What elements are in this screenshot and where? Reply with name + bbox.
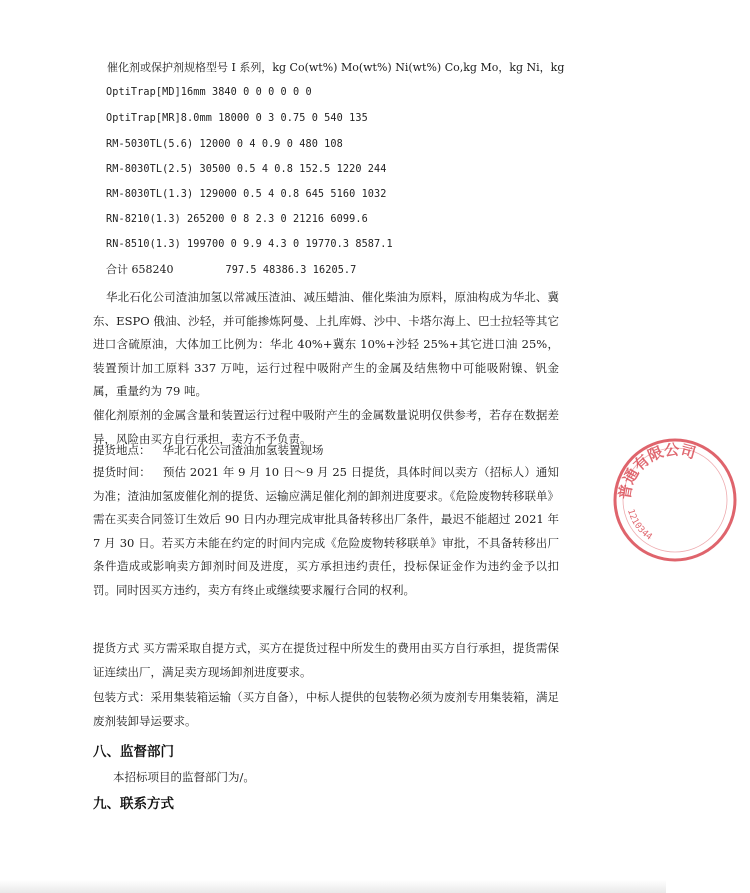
table-total-row [106, 263, 356, 278]
packing-method-paragraph: 包装方式：采用集装箱运输（买方自备），中标人提供的包装物必须为废剂专用集装箱，满足废剂装卸导运要求。 [93, 690, 559, 728]
pickup-time-paragraph [93, 461, 559, 602]
pickup-location-label: 提货地点： [93, 443, 151, 457]
company-seal-stamp [600, 425, 750, 575]
table-row: OptiTrap[MR]8.0mm 18000 0 3 0.75 0 540 135 [106, 113, 368, 124]
seal-number: 1210344 [625, 508, 654, 543]
pickup-location-value: 华北石化公司渣油加氢装置现场 [162, 443, 324, 457]
svg-text:普通有限公司 [616, 441, 698, 501]
table-row: RN-8210(1.3) 265200 0 8 2.3 0 21216 6099.6 [106, 214, 368, 225]
section-heading-contact: 九、联系方式 [93, 796, 174, 812]
crude-oil-paragraph: 华北石化公司渣油加氢以常减压渣油、减压蜡油、催化柴油为原料，原油构成为华北、冀东、ESPO 俄油、沙轻，并可能掺炼阿曼、上扎库姆、沙中、卡塔尔海上、巴士拉轻等其它进口含硫原油，大体加工比例为：华北 40%+冀东 10%+沙轻 25%+其它进口油 25%，装置预计加工原料 337 万吨，运行过程中吸附产生的金属及结焦物中可能吸附镍、钒金属，重量约为 79 吨。 [93, 290, 559, 398]
table-row: RM-8030TL(2.5) 30500 0.5 4 0.8 152.5 1220 244 [106, 164, 387, 175]
supervision-text: 本招标项目的监督部门为/。 [113, 770, 255, 784]
disclaimer-paragraph: 催化剂原剂的金属含量和装置运行过程中吸附产生的金属数量说明仅供参考，若存在数据差异，风险由买方自行承担，卖方不予负责。 [93, 408, 559, 446]
table-header: 催化剂或保护剂规格型号 I 系列，kg Co(wt%) Mo(wt%) Ni(wt%) Co,kg Mo，kg Ni，kg [107, 61, 565, 74]
total-label: 合计 658240 [106, 263, 174, 276]
total-values: 797.5 48386.3 16205.7 [225, 265, 357, 276]
table-row: OptiTrap[MD]16mm 3840 0 0 0 0 0 0 [106, 87, 312, 98]
seal-text: 普通有限公司 [615, 440, 698, 501]
table-row: RM-5030TL(5.6) 12000 0 4 0.9 0 480 108 [106, 139, 343, 150]
section-heading-supervision: 八、监督部门 [93, 744, 174, 760]
table-row: RM-8030TL(1.3) 129000 0.5 4 0.8 645 5160 1032 [106, 189, 387, 200]
pickup-method-paragraph: 提货方式 买方需采取自提方式，买方在提货过程中所发生的费用由买方自行承担，提货需保证连续出厂，满足卖方现场卸剂进度要求。 [93, 641, 559, 679]
pickup-time-label: 提货时间： [93, 465, 151, 479]
page-bottom-shadow [0, 880, 666, 893]
pickup-time-text: 预估 2021 年 9 月 10 日～9 月 25 日提货，具体时间以卖方（招标人）通知为准；渣油加氢废催化剂的提货、运输应满足催化剂的卸剂进度要求。《危险废物转移联单》需在买卖合同签订生效后 90 日内办理完成审批具备转移出厂条件，最迟不能超过 2021 年 7 月 30 日。若买方未能在约定的时间内完成《危险废物转移联单》审批，不具备转移出厂条件造成或影响卖方卸剂时间及进度，买方承担违约责任，投标保证金作为违约金予以扣罚。同时因买方违约，卖方有终止或继续要求履行合同的权利。 [93, 465, 559, 597]
table-row: RN-8510(1.3) 199700 0 9.9 4.3 0 19770.3 8587.1 [106, 239, 393, 250]
pickup-location [93, 443, 324, 457]
